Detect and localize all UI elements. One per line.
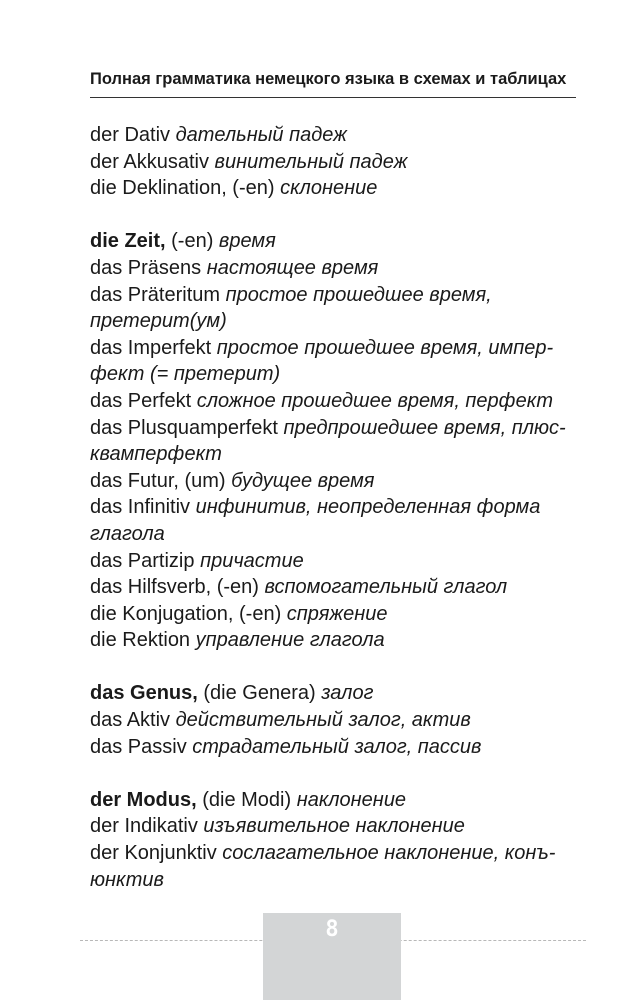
russian-translation: предпрошедшее время, плюс- bbox=[283, 416, 566, 439]
russian-translation: винительный падеж bbox=[214, 150, 408, 173]
russian-translation: залог bbox=[321, 682, 374, 705]
russian-translation: страдательный залог, пассив bbox=[192, 735, 482, 758]
russian-translation: причастие bbox=[200, 549, 304, 572]
glossary-content bbox=[90, 122, 580, 893]
glossary-line bbox=[90, 441, 580, 468]
russian-translation: действительный залог, актив bbox=[175, 709, 471, 732]
german-term: das Plusquamperfekt bbox=[90, 416, 284, 439]
glossary-line bbox=[90, 149, 580, 176]
german-term: die Rektion bbox=[90, 629, 196, 652]
russian-translation: глагола bbox=[90, 522, 165, 545]
glossary-line bbox=[90, 335, 580, 362]
section-gap bbox=[90, 760, 580, 787]
russian-translation: претерит(ум) bbox=[90, 310, 227, 333]
russian-translation: сложное прошедшее время, перфект bbox=[196, 389, 554, 412]
term-bold: der Modus, bbox=[90, 788, 197, 811]
glossary-line bbox=[90, 282, 580, 309]
russian-translation: наклонение bbox=[296, 788, 407, 811]
german-term: das Präteritum bbox=[90, 283, 226, 306]
page-number: 8 bbox=[325, 917, 339, 942]
russian-translation: вспомогательный глагол bbox=[264, 576, 508, 599]
term-bold: die Zeit, bbox=[90, 230, 166, 253]
german-term: der Indikativ bbox=[90, 815, 204, 838]
glossary-line bbox=[90, 494, 580, 521]
glossary-line bbox=[90, 680, 580, 707]
german-term: das Präsens bbox=[90, 256, 207, 279]
glossary-line bbox=[90, 388, 580, 415]
german-term: das Hilfsverb, (-en) bbox=[90, 576, 265, 599]
glossary-line bbox=[90, 627, 580, 654]
section-gap bbox=[90, 202, 580, 229]
glossary-line bbox=[90, 548, 580, 575]
german-term: der Konjunktiv bbox=[90, 842, 223, 865]
russian-translation: склонение bbox=[280, 177, 378, 200]
section-gap bbox=[90, 654, 580, 681]
russian-translation: сослагательное наклонение, конъ- bbox=[222, 842, 556, 865]
german-term: das Partizip bbox=[90, 549, 201, 572]
glossary-line bbox=[90, 175, 580, 202]
german-term: das Infinitiv bbox=[90, 496, 196, 519]
german-term: (-en) bbox=[165, 230, 219, 253]
russian-translation: квамперфект bbox=[90, 443, 222, 466]
glossary-line bbox=[90, 601, 580, 628]
russian-translation: инфинитив, неопределенная форма bbox=[195, 496, 541, 519]
russian-translation: простое прошедшее время, bbox=[225, 283, 492, 306]
glossary-line bbox=[90, 521, 580, 548]
german-term: (die Genera) bbox=[197, 682, 322, 705]
glossary-line bbox=[90, 468, 580, 495]
glossary-line bbox=[90, 787, 580, 814]
german-term: der Dativ bbox=[90, 124, 176, 146]
glossary-line bbox=[90, 734, 580, 761]
glossary-line bbox=[90, 308, 580, 335]
russian-translation: изъявительное наклонение bbox=[203, 815, 465, 838]
term-bold: das Genus, bbox=[90, 682, 198, 705]
glossary-line bbox=[90, 415, 580, 442]
page-number-box bbox=[263, 913, 401, 1000]
german-term: die Konjugation, (-en) bbox=[90, 602, 287, 625]
russian-translation: время bbox=[218, 230, 276, 253]
russian-translation: дательный падеж bbox=[175, 124, 347, 146]
russian-translation: фект (= претерит) bbox=[90, 363, 281, 386]
german-term: das Imperfekt bbox=[90, 336, 217, 359]
running-header: Полная грамматика немецкого языка в схемах и таблицах bbox=[90, 70, 576, 98]
glossary-line bbox=[90, 707, 580, 734]
glossary-line bbox=[90, 228, 580, 255]
russian-translation: настоящее время bbox=[206, 256, 379, 279]
glossary-line bbox=[90, 361, 580, 388]
russian-translation: будущее время bbox=[231, 469, 375, 492]
russian-translation: спряжение bbox=[286, 602, 388, 625]
german-term: (die Modi) bbox=[196, 788, 297, 811]
german-term: der Akkusativ bbox=[90, 150, 215, 173]
german-term: das Passiv bbox=[90, 735, 193, 758]
german-term: das Perfekt bbox=[90, 389, 197, 412]
glossary-line bbox=[90, 867, 580, 894]
german-term: das Futur, (um) bbox=[90, 469, 232, 492]
glossary-line bbox=[90, 574, 580, 601]
russian-translation: юнктив bbox=[90, 868, 164, 891]
german-term: die Deklination, (-en) bbox=[90, 177, 281, 200]
glossary-line bbox=[90, 122, 580, 149]
glossary-line bbox=[90, 255, 580, 282]
glossary-line bbox=[90, 813, 580, 840]
russian-translation: простое прошедшее время, импер- bbox=[216, 336, 554, 359]
german-term: das Aktiv bbox=[90, 709, 176, 732]
glossary-line bbox=[90, 840, 580, 867]
russian-translation: управление глагола bbox=[195, 629, 385, 652]
